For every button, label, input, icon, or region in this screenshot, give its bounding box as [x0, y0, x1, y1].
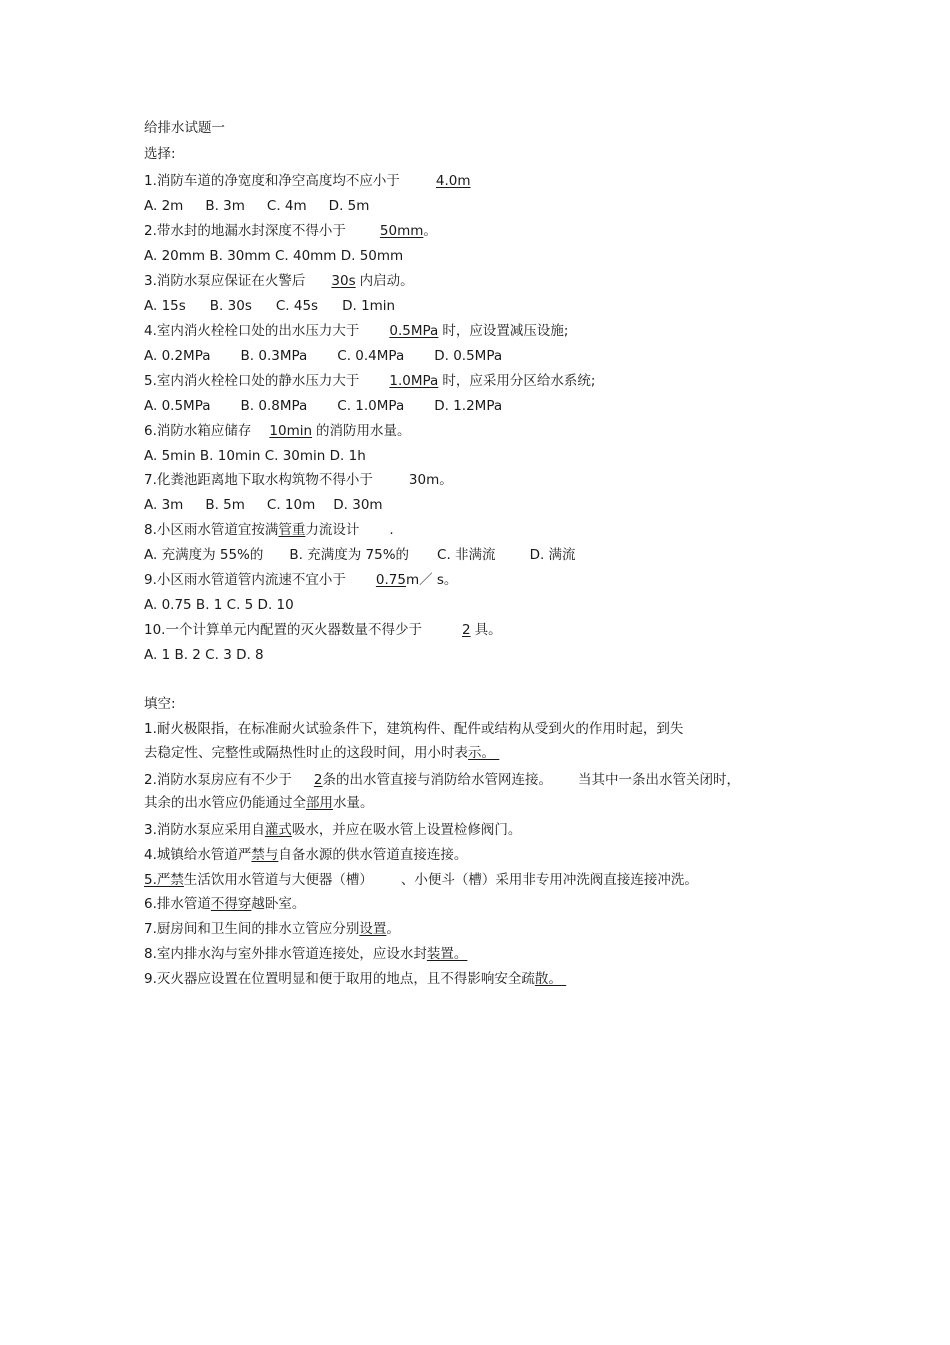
options-9: A. 0.75 B. 1 C. 5 D. 10	[144, 597, 294, 613]
fill-text: 6.排水管道	[144, 896, 211, 912]
option-d: D. 1min	[342, 298, 396, 314]
fill-text: 水量。	[333, 795, 374, 811]
option-d: D. 30m	[333, 497, 383, 513]
fill-text: 其余的出水管应仍能通过全	[144, 795, 306, 811]
answer-blank: 10min	[269, 423, 313, 439]
answer-blank: 4.0m	[435, 173, 471, 189]
fill-answer: 灌式	[264, 822, 292, 838]
fill-text: 吸水，并应在吸水管上设置检修阀门。	[291, 822, 522, 838]
fill-8	[144, 945, 467, 963]
question-2	[144, 222, 437, 240]
option-c: C. 1.0MPa	[337, 398, 405, 414]
options-7	[144, 496, 383, 514]
question-10	[144, 621, 502, 639]
option-b: B. 5m	[205, 497, 245, 513]
option-b: B. 3m	[205, 198, 245, 214]
question-5	[144, 372, 595, 390]
fill-text: 当其中一条出水管关闭时，	[577, 772, 740, 788]
options-3	[144, 297, 395, 315]
fill-5	[144, 871, 698, 889]
fill-2-line-2	[144, 794, 374, 812]
option-b: B. 0.8MPa	[240, 398, 308, 414]
question-1	[144, 172, 471, 190]
options-2: A. 20mm B. 30mm C. 40mm D. 50mm	[144, 248, 404, 264]
question-8	[144, 521, 394, 539]
fill-text: 7.厨房间和卫生间的排水立管应分别	[144, 921, 360, 937]
option-b: B. 充满度为 75%的	[289, 547, 410, 563]
option-c: C. 45s	[275, 298, 319, 314]
question-tail: 。	[423, 223, 437, 239]
option-d: D. 1.2MPa	[434, 398, 503, 414]
fill-1-line-2	[144, 744, 503, 762]
option-a: A. 0.5MPa	[144, 398, 211, 414]
fill-text: 自备水源的供水管道直接连接。	[278, 847, 468, 863]
option-b: B. 30s	[209, 298, 252, 314]
fill-heading: 填空:	[144, 696, 176, 712]
question-6	[144, 422, 411, 440]
fill-1-line-1: 1.耐火极限指，在标准耐火试验条件下，建筑构件、配件或结构从受到火的作用时起，到失	[144, 721, 684, 737]
fill-text: 2.消防水泵房应有不少于	[144, 772, 292, 788]
question-text: 8.小区雨水管道宜按满	[144, 522, 279, 538]
question-tail: 时，应采用分区给水系统;	[442, 373, 596, 389]
options-5	[144, 397, 502, 415]
question-7	[144, 471, 453, 489]
option-c: C. 0.4MPa	[337, 348, 405, 364]
options-1	[144, 197, 369, 215]
fill-answer: 设置	[359, 921, 387, 937]
fill-answer: 2	[313, 772, 323, 788]
question-tail: m／ s。	[405, 572, 458, 588]
answer-underline	[495, 744, 503, 762]
fill-answer: 部用	[306, 795, 333, 811]
fill-9	[144, 970, 598, 988]
answer-blank: 1.0MPa	[389, 373, 439, 389]
fill-answer: 5.严禁	[144, 872, 184, 888]
options-8	[144, 546, 576, 564]
fill-text: 。	[386, 921, 400, 937]
option-a: A. 3m	[144, 497, 184, 513]
options-4	[144, 347, 502, 365]
fill-6	[144, 895, 305, 913]
option-a: A. 充满度为 55%的	[144, 547, 264, 563]
question-text: 1.消防车道的净宽度和净空高度均不应小于	[144, 173, 400, 189]
answer-blank: 管重	[278, 522, 306, 538]
fill-answer: 装置。	[426, 946, 468, 962]
question-text: 6.消防水箱应储存	[144, 423, 252, 439]
answer-text: 30m。	[408, 472, 453, 488]
answer-blank: 2	[461, 622, 471, 638]
option-b: B. 0.3MPa	[240, 348, 308, 364]
fill-answer: 散。	[534, 971, 562, 987]
question-text: 10.一个计算单元内配置的灭火器数量不得少于	[144, 622, 422, 638]
option-d: D. 0.5MPa	[434, 348, 503, 364]
answer-blank: 0.5MPa	[389, 323, 439, 339]
option-a: A. 2m	[144, 198, 184, 214]
answer-underline	[562, 970, 598, 988]
option-d: D. 满流	[529, 547, 576, 563]
fill-text: 8.室内排水沟与室外排水管道连接处，应设水封	[144, 946, 427, 962]
fill-text: 3.消防水泵应采用自	[144, 822, 265, 838]
question-text: 4.室内消火栓栓口处的出水压力大于	[144, 323, 360, 339]
question-tail: 具。	[474, 622, 502, 638]
question-tail: .	[389, 522, 394, 538]
question-text-cont: 力流设计	[305, 522, 360, 538]
answer-blank: 30s	[331, 273, 356, 289]
fill-2-line-1	[144, 771, 740, 789]
question-text: 2.带水封的地漏水封深度不得小于	[144, 223, 346, 239]
question-text: 7.化粪池距离地下取水构筑物不得小于	[144, 472, 373, 488]
fill-text: 越卧室。	[251, 896, 306, 912]
fill-3	[144, 821, 521, 839]
options-6: A. 5min B. 10min C. 30min D. 1h	[144, 448, 366, 464]
option-c: C. 非满流	[437, 547, 496, 563]
question-tail: 的消防用水量。	[316, 423, 411, 439]
fill-text: 4.城镇给水管道严	[144, 847, 252, 863]
question-9	[144, 571, 457, 589]
fill-answer: 禁与	[251, 847, 279, 863]
option-a: A. 0.2MPa	[144, 348, 211, 364]
fill-answer: 示。	[468, 745, 495, 761]
option-d: D. 5m	[328, 198, 370, 214]
answer-blank: 0.75	[375, 572, 406, 588]
option-c: C. 10m	[266, 497, 316, 513]
answer-blank: 50mm	[379, 223, 424, 239]
question-tail: 时，应设置减压设施;	[442, 323, 569, 339]
options-10: A. 1 B. 2 C. 3 D. 8	[144, 647, 264, 663]
question-3	[144, 272, 414, 290]
fill-text: 、小便斗（槽）采用非专用冲洗阀直接连接冲洗。	[400, 872, 698, 888]
doc-title: 给排水试题一	[144, 120, 225, 136]
fill-7	[144, 920, 400, 938]
question-tail: 内启动。	[359, 273, 414, 289]
fill-4	[144, 846, 467, 864]
choice-heading: 选择:	[144, 146, 176, 162]
fill-text: 9.灭火器应设置在位置明显和便于取用的地点，且不得影响安全疏	[144, 971, 535, 987]
option-c: C. 4m	[266, 198, 307, 214]
fill-text: 条的出水管直接与消防给水管网连接。	[322, 772, 552, 788]
option-a: A. 15s	[144, 298, 186, 314]
fill-answer: 不得穿	[210, 896, 252, 912]
fill-text: 去稳定性、完整性或隔热性时止的这段时间，用小时表	[144, 745, 468, 761]
fill-text: 生活饮用水管道与大便器（槽）	[183, 872, 373, 888]
question-text: 9.小区雨水管道管内流速不宜小于	[144, 572, 346, 588]
question-4	[144, 322, 568, 340]
question-text: 3.消防水泵应保证在火警后	[144, 273, 306, 289]
question-text: 5.室内消火栓栓口处的静水压力大于	[144, 373, 360, 389]
